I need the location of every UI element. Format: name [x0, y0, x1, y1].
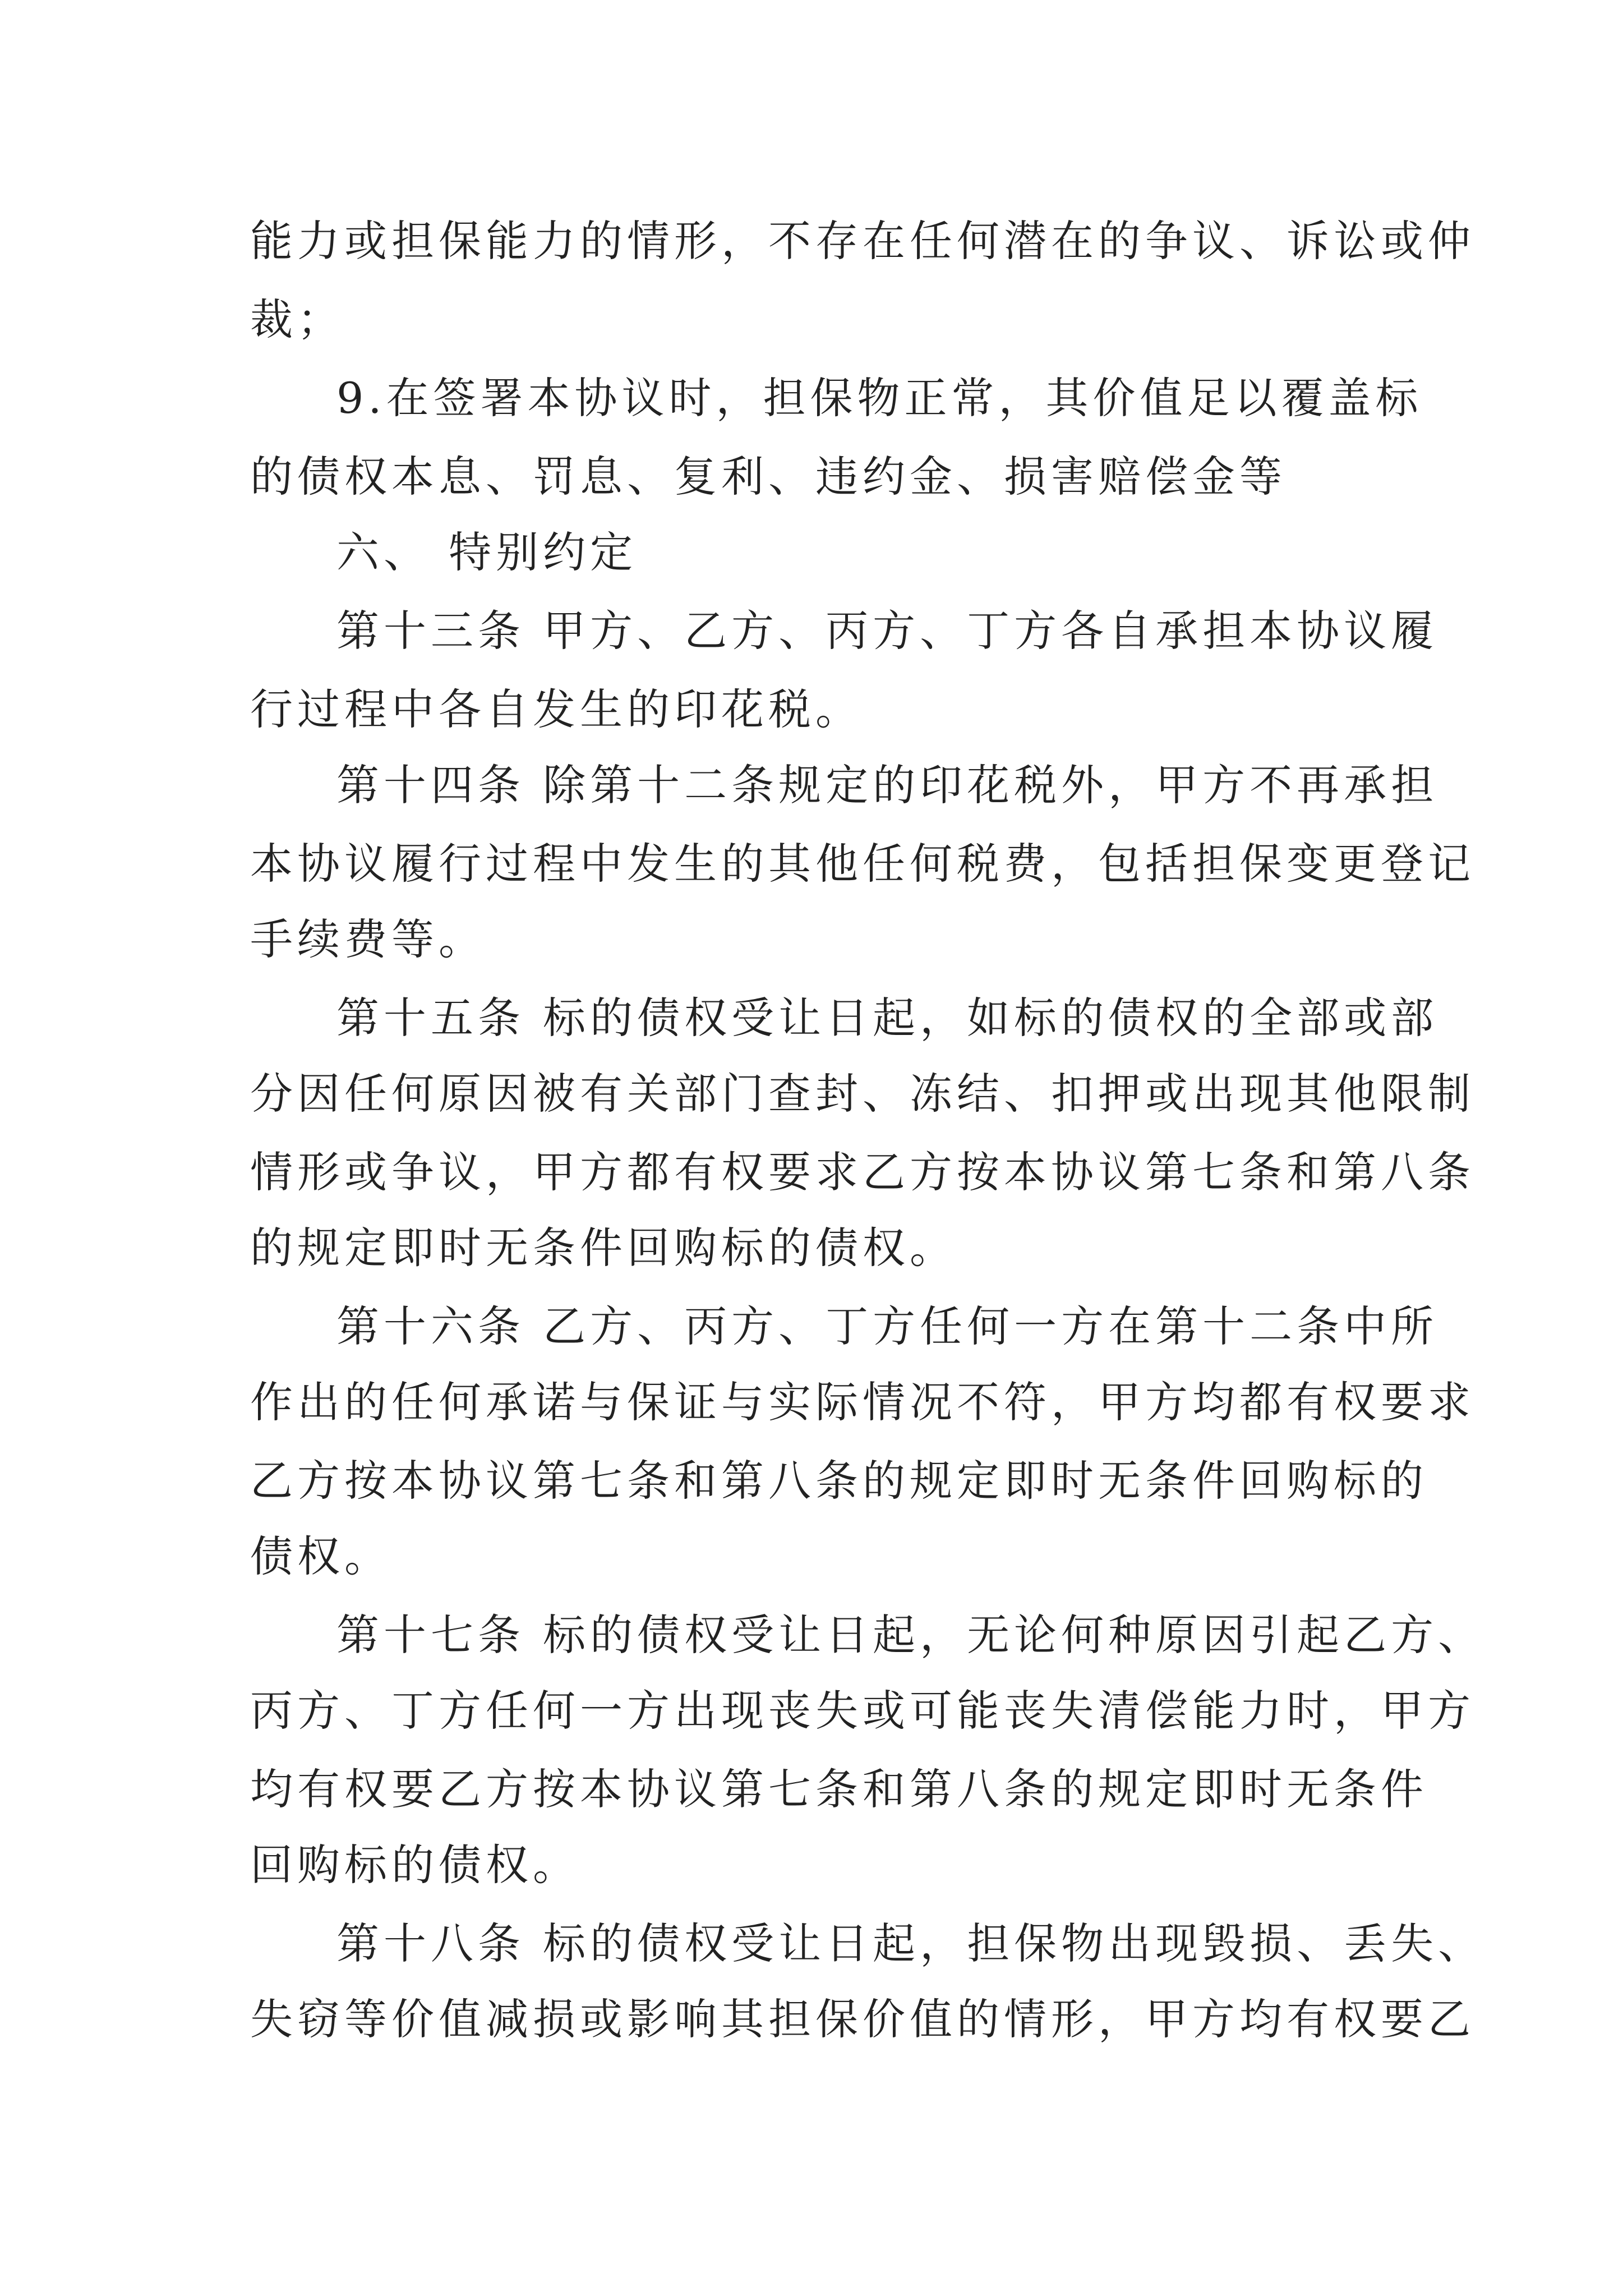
article-13: 第十三条 甲方、乙方、丙方、丁方各自承担本协议履 — [336, 606, 1438, 656]
text-line: 行过程中各自发生的印花税。 — [250, 684, 863, 734]
text-line: 均有权要乙方按本协议第七条和第八条的规定即时无条件 — [250, 1764, 1428, 1814]
text-line: 失窃等价值减损或影响其担保价值的情形，甲方均有权要乙 — [250, 1994, 1475, 2044]
article-17: 第十七条 标的债权受让日起，无论何种原因引起乙方、 — [336, 1610, 1486, 1660]
text-line: 乙方按本协议第七条和第八条的规定即时无条件回购标的 — [250, 1456, 1428, 1506]
text-line: 丙方、丁方任何一方出现丧失或可能丧失清偿能力时，甲方 — [250, 1686, 1475, 1736]
text-line: 的规定即时无条件回购标的债权。 — [250, 1223, 957, 1273]
article-18: 第十八条 标的债权受让日起，担保物出现毁损、丢失、 — [336, 1918, 1486, 1968]
text-line: 裁； — [250, 295, 344, 344]
list-item-9: 9.在签署本协议时，担保物正常，其价值足以覆盖标 — [336, 373, 1423, 423]
text-line: 作出的任何承诺与保证与实际情况不符，甲方均都有权要求 — [250, 1377, 1475, 1427]
text-line: 手续费等。 — [250, 914, 486, 964]
article-14: 第十四条 除第十二条规定的印花税外，甲方不再承担 — [336, 760, 1438, 810]
section-heading: 六、 特别约定 — [336, 527, 638, 577]
text-line: 的债权本息、罚息、复利、违约金、损害赔偿金等 — [250, 452, 1287, 501]
text-line: 回购标的债权。 — [250, 1840, 580, 1890]
text-line: 本协议履行过程中发生的其他任何税费，包括担保变更登记 — [250, 839, 1475, 889]
text-line: 情形或争议，甲方都有权要求乙方按本协议第七条和第八条 — [250, 1147, 1475, 1197]
article-15: 第十五条 标的债权受让日起，如标的债权的全部或部 — [336, 993, 1438, 1043]
article-16: 第十六条 乙方、丙方、丁方任何一方在第十二条中所 — [336, 1301, 1438, 1351]
text-line: 债权。 — [250, 1531, 391, 1581]
text-line: 能力或担保能力的情形，不存在任何潜在的争议、诉讼或仲 — [250, 216, 1475, 266]
text-line: 分因任何原因被有关部门查封、冻结、扣押或出现其他限制 — [250, 1069, 1475, 1119]
